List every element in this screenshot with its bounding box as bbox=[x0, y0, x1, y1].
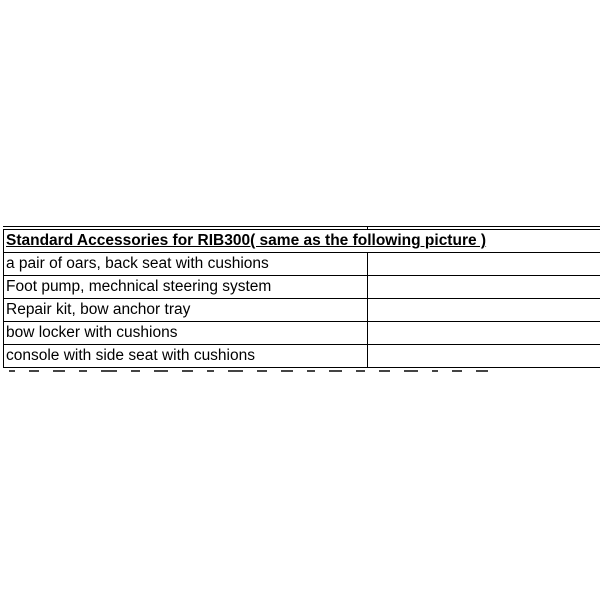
accessory-cell[interactable]: a pair of oars, back seat with cushions bbox=[4, 253, 368, 276]
accessories-table bbox=[3, 229, 600, 368]
accessory-cell[interactable]: Foot pump, mechnical steering system bbox=[4, 276, 368, 299]
cropped-next-row-fragment bbox=[3, 370, 600, 372]
accessory-cell[interactable]: bow locker with cushions bbox=[4, 322, 368, 345]
sheet-top-border bbox=[3, 226, 600, 227]
empty-cell[interactable] bbox=[368, 276, 600, 299]
table-row bbox=[4, 322, 600, 345]
table-header-row bbox=[4, 230, 600, 253]
empty-cell[interactable] bbox=[368, 345, 600, 368]
table-row bbox=[4, 253, 600, 276]
empty-cell[interactable] bbox=[368, 299, 600, 322]
accessory-cell[interactable]: Repair kit, bow anchor tray bbox=[4, 299, 368, 322]
table-row bbox=[4, 299, 600, 322]
accessory-cell[interactable]: console with side seat with cushions bbox=[4, 345, 368, 368]
empty-cell[interactable] bbox=[368, 253, 600, 276]
table-row bbox=[4, 345, 600, 368]
empty-cell[interactable] bbox=[368, 322, 600, 345]
table-title[interactable]: Standard Accessories for RIB300( same as the following picture ) bbox=[4, 230, 600, 253]
spreadsheet-crop bbox=[3, 226, 600, 372]
table-row bbox=[4, 276, 600, 299]
